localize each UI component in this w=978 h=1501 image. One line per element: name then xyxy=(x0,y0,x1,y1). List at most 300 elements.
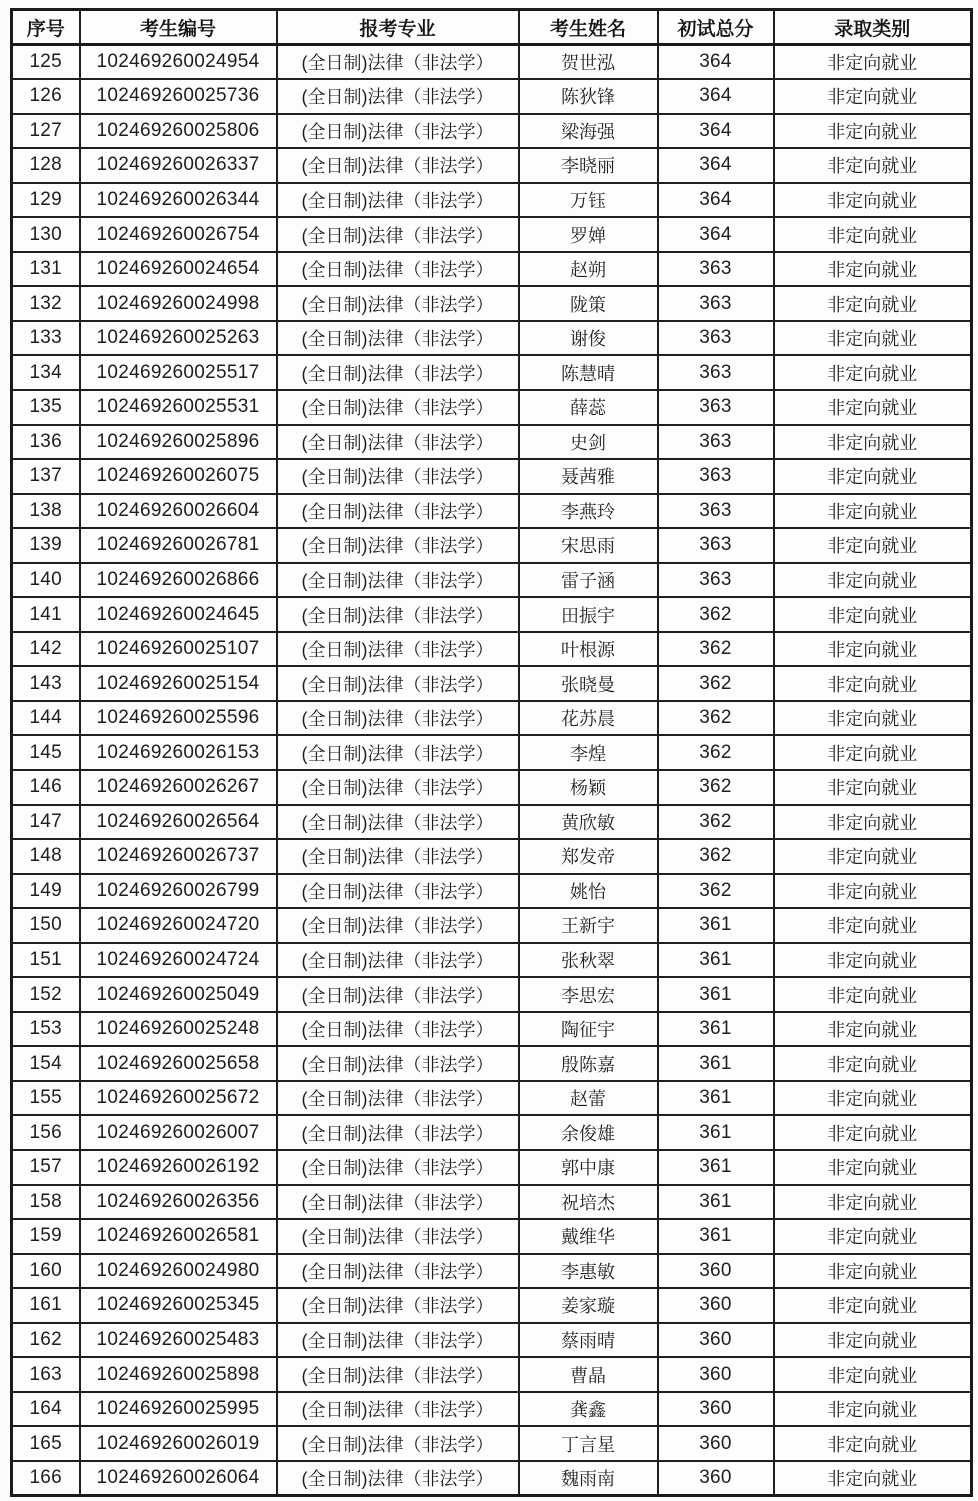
cell-seq: 128 xyxy=(12,148,80,183)
col-header-category: 录取类别 xyxy=(774,10,972,45)
col-header-score: 初试总分 xyxy=(658,10,774,45)
cell-major: (全日制)法律（非法学） xyxy=(277,1219,519,1254)
cell-major: (全日制)法律（非法学） xyxy=(277,908,519,943)
cell-major: (全日制)法律（非法学） xyxy=(277,286,519,321)
cell-seq: 166 xyxy=(12,1461,80,1496)
cell-score: 364 xyxy=(658,45,774,80)
cell-name: 郭中康 xyxy=(519,1150,658,1185)
cell-name: 杨颖 xyxy=(519,770,658,805)
cell-score: 361 xyxy=(658,1219,774,1254)
cell-score: 363 xyxy=(658,355,774,390)
cell-major: (全日制)法律（非法学） xyxy=(277,45,519,80)
cell-candidate-id: 102469260026007 xyxy=(80,1115,277,1150)
cell-seq: 154 xyxy=(12,1046,80,1081)
cell-category: 非定向就业 xyxy=(774,217,972,252)
cell-name: 梁海强 xyxy=(519,114,658,149)
cell-name: 李晓丽 xyxy=(519,148,658,183)
cell-major: (全日制)法律（非法学） xyxy=(277,252,519,287)
cell-major: (全日制)法律（非法学） xyxy=(277,1012,519,1047)
table-header xyxy=(12,10,972,45)
table-row xyxy=(12,563,972,598)
cell-score: 361 xyxy=(658,1150,774,1185)
cell-major: (全日制)法律（非法学） xyxy=(277,148,519,183)
cell-name: 魏雨南 xyxy=(519,1461,658,1496)
cell-score: 362 xyxy=(658,735,774,770)
cell-category: 非定向就业 xyxy=(774,425,972,460)
cell-major: (全日制)法律（非法学） xyxy=(277,770,519,805)
cell-name: 丁言星 xyxy=(519,1426,658,1461)
cell-name: 花苏晨 xyxy=(519,701,658,736)
table-row xyxy=(12,1426,972,1461)
cell-name: 陈狄锋 xyxy=(519,79,658,114)
cell-score: 361 xyxy=(658,1046,774,1081)
cell-seq: 136 xyxy=(12,425,80,460)
cell-score: 362 xyxy=(658,597,774,632)
cell-candidate-id: 102469260024720 xyxy=(80,908,277,943)
cell-seq: 126 xyxy=(12,79,80,114)
cell-seq: 145 xyxy=(12,735,80,770)
table-row xyxy=(12,908,972,943)
table-row xyxy=(12,839,972,874)
cell-seq: 161 xyxy=(12,1288,80,1323)
cell-category: 非定向就业 xyxy=(774,183,972,218)
cell-score: 364 xyxy=(658,217,774,252)
cell-seq: 151 xyxy=(12,943,80,978)
cell-name: 谢俊 xyxy=(519,321,658,356)
cell-seq: 140 xyxy=(12,563,80,598)
table-row xyxy=(12,1357,972,1392)
cell-major: (全日制)法律（非法学） xyxy=(277,183,519,218)
cell-category: 非定向就业 xyxy=(774,1081,972,1116)
cell-name: 祝培杰 xyxy=(519,1185,658,1220)
table-row xyxy=(12,355,972,390)
col-header-name: 考生姓名 xyxy=(519,10,658,45)
cell-candidate-id: 102469260025995 xyxy=(80,1392,277,1427)
cell-score: 361 xyxy=(658,977,774,1012)
cell-category: 非定向就业 xyxy=(774,632,972,667)
cell-name: 叶根源 xyxy=(519,632,658,667)
cell-name: 龚鑫 xyxy=(519,1392,658,1427)
cell-score: 362 xyxy=(658,632,774,667)
cell-candidate-id: 102469260024954 xyxy=(80,45,277,80)
cell-major: (全日制)法律（非法学） xyxy=(277,1046,519,1081)
cell-major: (全日制)法律（非法学） xyxy=(277,1323,519,1358)
cell-candidate-id: 102469260026267 xyxy=(80,770,277,805)
cell-seq: 160 xyxy=(12,1254,80,1289)
cell-candidate-id: 102469260026192 xyxy=(80,1150,277,1185)
col-header-seq: 序号 xyxy=(12,10,80,45)
cell-candidate-id: 102469260024645 xyxy=(80,597,277,632)
cell-seq: 147 xyxy=(12,805,80,840)
header-row xyxy=(12,10,972,45)
cell-name: 姚怡 xyxy=(519,874,658,909)
cell-score: 361 xyxy=(658,1185,774,1220)
table-row xyxy=(12,425,972,460)
cell-candidate-id: 102469260026737 xyxy=(80,839,277,874)
cell-name: 戴维华 xyxy=(519,1219,658,1254)
cell-seq: 133 xyxy=(12,321,80,356)
cell-candidate-id: 102469260025898 xyxy=(80,1357,277,1392)
cell-candidate-id: 102469260025896 xyxy=(80,425,277,460)
cell-name: 陈慧晴 xyxy=(519,355,658,390)
cell-name: 王新宇 xyxy=(519,908,658,943)
cell-category: 非定向就业 xyxy=(774,908,972,943)
cell-major: (全日制)法律（非法学） xyxy=(277,1392,519,1427)
cell-name: 薛蕊 xyxy=(519,390,658,425)
cell-score: 362 xyxy=(658,839,774,874)
cell-name: 李煌 xyxy=(519,735,658,770)
cell-name: 黄欣敏 xyxy=(519,805,658,840)
cell-major: (全日制)法律（非法学） xyxy=(277,1150,519,1185)
cell-candidate-id: 102469260026581 xyxy=(80,1219,277,1254)
cell-seq: 143 xyxy=(12,666,80,701)
cell-name: 陇策 xyxy=(519,286,658,321)
cell-major: (全日制)法律（非法学） xyxy=(277,114,519,149)
cell-category: 非定向就业 xyxy=(774,563,972,598)
cell-major: (全日制)法律（非法学） xyxy=(277,425,519,460)
cell-category: 非定向就业 xyxy=(774,977,972,1012)
cell-seq: 164 xyxy=(12,1392,80,1427)
col-header-major: 报考专业 xyxy=(277,10,519,45)
cell-category: 非定向就业 xyxy=(774,805,972,840)
cell-name: 雷子涵 xyxy=(519,563,658,598)
cell-score: 361 xyxy=(658,1115,774,1150)
cell-major: (全日制)法律（非法学） xyxy=(277,1461,519,1496)
cell-name: 田振宇 xyxy=(519,597,658,632)
cell-category: 非定向就业 xyxy=(774,1219,972,1254)
cell-name: 聂茜雅 xyxy=(519,459,658,494)
cell-score: 362 xyxy=(658,666,774,701)
cell-score: 360 xyxy=(658,1254,774,1289)
cell-category: 非定向就业 xyxy=(774,1426,972,1461)
cell-name: 宋思雨 xyxy=(519,528,658,563)
cell-category: 非定向就业 xyxy=(774,252,972,287)
cell-seq: 125 xyxy=(12,45,80,80)
cell-category: 非定向就业 xyxy=(774,943,972,978)
cell-score: 361 xyxy=(658,908,774,943)
cell-category: 非定向就业 xyxy=(774,494,972,529)
table-row xyxy=(12,45,972,80)
cell-score: 363 xyxy=(658,321,774,356)
cell-seq: 141 xyxy=(12,597,80,632)
cell-candidate-id: 102469260026153 xyxy=(80,735,277,770)
cell-candidate-id: 102469260025531 xyxy=(80,390,277,425)
cell-major: (全日制)法律（非法学） xyxy=(277,805,519,840)
cell-category: 非定向就业 xyxy=(774,1288,972,1323)
cell-major: (全日制)法律（非法学） xyxy=(277,79,519,114)
cell-category: 非定向就业 xyxy=(774,355,972,390)
cell-seq: 129 xyxy=(12,183,80,218)
table-row xyxy=(12,770,972,805)
cell-candidate-id: 102469260025736 xyxy=(80,79,277,114)
table-row xyxy=(12,528,972,563)
cell-category: 非定向就业 xyxy=(774,321,972,356)
cell-category: 非定向就业 xyxy=(774,286,972,321)
cell-major: (全日制)法律（非法学） xyxy=(277,597,519,632)
cell-score: 363 xyxy=(658,494,774,529)
cell-seq: 148 xyxy=(12,839,80,874)
cell-category: 非定向就业 xyxy=(774,1115,972,1150)
cell-category: 非定向就业 xyxy=(774,770,972,805)
cell-major: (全日制)法律（非法学） xyxy=(277,528,519,563)
cell-seq: 149 xyxy=(12,874,80,909)
cell-category: 非定向就业 xyxy=(774,45,972,80)
cell-major: (全日制)法律（非法学） xyxy=(277,1357,519,1392)
cell-candidate-id: 102469260025345 xyxy=(80,1288,277,1323)
cell-major: (全日制)法律（非法学） xyxy=(277,1185,519,1220)
cell-candidate-id: 102469260025248 xyxy=(80,1012,277,1047)
cell-score: 363 xyxy=(658,286,774,321)
table-row xyxy=(12,1012,972,1047)
cell-seq: 153 xyxy=(12,1012,80,1047)
cell-major: (全日制)法律（非法学） xyxy=(277,666,519,701)
table-row xyxy=(12,597,972,632)
table-row xyxy=(12,632,972,667)
table-row xyxy=(12,666,972,701)
cell-category: 非定向就业 xyxy=(774,1012,972,1047)
table-row xyxy=(12,148,972,183)
cell-category: 非定向就业 xyxy=(774,701,972,736)
cell-candidate-id: 102469260024654 xyxy=(80,252,277,287)
cell-candidate-id: 102469260026564 xyxy=(80,805,277,840)
cell-name: 赵蕾 xyxy=(519,1081,658,1116)
cell-candidate-id: 102469260025049 xyxy=(80,977,277,1012)
table-row xyxy=(12,390,972,425)
cell-major: (全日制)法律（非法学） xyxy=(277,1426,519,1461)
cell-seq: 137 xyxy=(12,459,80,494)
cell-major: (全日制)法律（非法学） xyxy=(277,632,519,667)
cell-name: 蔡雨晴 xyxy=(519,1323,658,1358)
cell-score: 364 xyxy=(658,183,774,218)
cell-name: 张秋翠 xyxy=(519,943,658,978)
cell-candidate-id: 102469260026604 xyxy=(80,494,277,529)
cell-seq: 165 xyxy=(12,1426,80,1461)
cell-seq: 152 xyxy=(12,977,80,1012)
cell-candidate-id: 102469260024980 xyxy=(80,1254,277,1289)
cell-candidate-id: 102469260026337 xyxy=(80,148,277,183)
cell-major: (全日制)法律（非法学） xyxy=(277,1254,519,1289)
table-row xyxy=(12,1150,972,1185)
cell-score: 360 xyxy=(658,1323,774,1358)
cell-score: 363 xyxy=(658,252,774,287)
cell-candidate-id: 102469260025596 xyxy=(80,701,277,736)
cell-candidate-id: 102469260026754 xyxy=(80,217,277,252)
cell-category: 非定向就业 xyxy=(774,597,972,632)
cell-name: 姜家璇 xyxy=(519,1288,658,1323)
cell-seq: 159 xyxy=(12,1219,80,1254)
table-row xyxy=(12,321,972,356)
cell-name: 殷陈嘉 xyxy=(519,1046,658,1081)
cell-category: 非定向就业 xyxy=(774,114,972,149)
table-row xyxy=(12,494,972,529)
cell-candidate-id: 102469260026356 xyxy=(80,1185,277,1220)
cell-name: 李惠敏 xyxy=(519,1254,658,1289)
cell-category: 非定向就业 xyxy=(774,148,972,183)
cell-major: (全日制)法律（非法学） xyxy=(277,839,519,874)
cell-category: 非定向就业 xyxy=(774,1046,972,1081)
cell-seq: 150 xyxy=(12,908,80,943)
table-row xyxy=(12,1115,972,1150)
cell-category: 非定向就业 xyxy=(774,1150,972,1185)
cell-major: (全日制)法律（非法学） xyxy=(277,977,519,1012)
table-row xyxy=(12,943,972,978)
cell-category: 非定向就业 xyxy=(774,1254,972,1289)
cell-candidate-id: 102469260025517 xyxy=(80,355,277,390)
cell-major: (全日制)法律（非法学） xyxy=(277,1288,519,1323)
table-row xyxy=(12,1081,972,1116)
cell-score: 361 xyxy=(658,1012,774,1047)
cell-name: 史剑 xyxy=(519,425,658,460)
table-row xyxy=(12,1219,972,1254)
cell-major: (全日制)法律（非法学） xyxy=(277,701,519,736)
cell-score: 363 xyxy=(658,390,774,425)
cell-seq: 156 xyxy=(12,1115,80,1150)
table-row xyxy=(12,735,972,770)
cell-score: 364 xyxy=(658,114,774,149)
col-header-candidate-id: 考生编号 xyxy=(80,10,277,45)
cell-score: 360 xyxy=(658,1426,774,1461)
cell-seq: 144 xyxy=(12,701,80,736)
cell-major: (全日制)法律（非法学） xyxy=(277,459,519,494)
cell-seq: 139 xyxy=(12,528,80,563)
cell-seq: 142 xyxy=(12,632,80,667)
cell-candidate-id: 102469260026344 xyxy=(80,183,277,218)
cell-seq: 146 xyxy=(12,770,80,805)
cell-seq: 131 xyxy=(12,252,80,287)
cell-score: 360 xyxy=(658,1357,774,1392)
cell-seq: 134 xyxy=(12,355,80,390)
cell-name: 李思宏 xyxy=(519,977,658,1012)
cell-category: 非定向就业 xyxy=(774,1185,972,1220)
cell-category: 非定向就业 xyxy=(774,1357,972,1392)
table-row xyxy=(12,183,972,218)
cell-seq: 132 xyxy=(12,286,80,321)
cell-score: 362 xyxy=(658,770,774,805)
cell-name: 罗婵 xyxy=(519,217,658,252)
cell-candidate-id: 102469260026019 xyxy=(80,1426,277,1461)
cell-major: (全日制)法律（非法学） xyxy=(277,943,519,978)
table-row xyxy=(12,1461,972,1496)
cell-name: 郑发帝 xyxy=(519,839,658,874)
cell-score: 362 xyxy=(658,874,774,909)
cell-score: 363 xyxy=(658,425,774,460)
table-row xyxy=(12,874,972,909)
cell-name: 贺世泓 xyxy=(519,45,658,80)
table-row xyxy=(12,459,972,494)
cell-category: 非定向就业 xyxy=(774,459,972,494)
cell-candidate-id: 102469260024724 xyxy=(80,943,277,978)
cell-major: (全日制)法律（非法学） xyxy=(277,355,519,390)
cell-category: 非定向就业 xyxy=(774,874,972,909)
cell-candidate-id: 102469260026064 xyxy=(80,1461,277,1496)
cell-category: 非定向就业 xyxy=(774,1461,972,1496)
cell-major: (全日制)法律（非法学） xyxy=(277,217,519,252)
table-row xyxy=(12,701,972,736)
cell-score: 364 xyxy=(658,79,774,114)
cell-seq: 157 xyxy=(12,1150,80,1185)
cell-seq: 158 xyxy=(12,1185,80,1220)
cell-score: 363 xyxy=(658,528,774,563)
cell-candidate-id: 102469260025483 xyxy=(80,1323,277,1358)
cell-seq: 127 xyxy=(12,114,80,149)
cell-seq: 130 xyxy=(12,217,80,252)
table-row xyxy=(12,1323,972,1358)
cell-score: 360 xyxy=(658,1392,774,1427)
cell-candidate-id: 102469260026866 xyxy=(80,563,277,598)
cell-major: (全日制)法律（非法学） xyxy=(277,390,519,425)
cell-category: 非定向就业 xyxy=(774,390,972,425)
cell-name: 曹晶 xyxy=(519,1357,658,1392)
table-row xyxy=(12,114,972,149)
table-row xyxy=(12,805,972,840)
cell-major: (全日制)法律（非法学） xyxy=(277,563,519,598)
cell-score: 361 xyxy=(658,1081,774,1116)
cell-name: 张晓曼 xyxy=(519,666,658,701)
admission-table xyxy=(10,8,973,1497)
cell-candidate-id: 102469260025154 xyxy=(80,666,277,701)
table-row xyxy=(12,1288,972,1323)
cell-major: (全日制)法律（非法学） xyxy=(277,1081,519,1116)
cell-category: 非定向就业 xyxy=(774,735,972,770)
cell-name: 赵朔 xyxy=(519,252,658,287)
cell-score: 362 xyxy=(658,701,774,736)
cell-candidate-id: 102469260025263 xyxy=(80,321,277,356)
cell-category: 非定向就业 xyxy=(774,1392,972,1427)
cell-category: 非定向就业 xyxy=(774,79,972,114)
cell-candidate-id: 102469260025806 xyxy=(80,114,277,149)
table-row xyxy=(12,79,972,114)
cell-category: 非定向就业 xyxy=(774,528,972,563)
cell-seq: 135 xyxy=(12,390,80,425)
table-row xyxy=(12,1392,972,1427)
cell-category: 非定向就业 xyxy=(774,666,972,701)
cell-seq: 162 xyxy=(12,1323,80,1358)
cell-score: 364 xyxy=(658,148,774,183)
cell-score: 362 xyxy=(658,805,774,840)
table-row xyxy=(12,217,972,252)
cell-category: 非定向就业 xyxy=(774,839,972,874)
cell-seq: 163 xyxy=(12,1357,80,1392)
cell-candidate-id: 102469260025658 xyxy=(80,1046,277,1081)
cell-score: 363 xyxy=(658,563,774,598)
cell-name: 万钰 xyxy=(519,183,658,218)
table-row xyxy=(12,252,972,287)
cell-major: (全日制)法律（非法学） xyxy=(277,1115,519,1150)
cell-major: (全日制)法律（非法学） xyxy=(277,321,519,356)
table-row xyxy=(12,977,972,1012)
table-row xyxy=(12,1046,972,1081)
cell-category: 非定向就业 xyxy=(774,1323,972,1358)
cell-score: 360 xyxy=(658,1461,774,1496)
cell-score: 363 xyxy=(658,459,774,494)
cell-candidate-id: 102469260026799 xyxy=(80,874,277,909)
cell-candidate-id: 102469260024998 xyxy=(80,286,277,321)
cell-candidate-id: 102469260025107 xyxy=(80,632,277,667)
cell-name: 余俊雄 xyxy=(519,1115,658,1150)
cell-major: (全日制)法律（非法学） xyxy=(277,494,519,529)
cell-major: (全日制)法律（非法学） xyxy=(277,874,519,909)
cell-candidate-id: 102469260025672 xyxy=(80,1081,277,1116)
cell-seq: 155 xyxy=(12,1081,80,1116)
cell-name: 陶征宇 xyxy=(519,1012,658,1047)
table-row xyxy=(12,1185,972,1220)
table-row xyxy=(12,1254,972,1289)
table-row xyxy=(12,286,972,321)
cell-candidate-id: 102469260026781 xyxy=(80,528,277,563)
cell-name: 李燕玲 xyxy=(519,494,658,529)
cell-score: 360 xyxy=(658,1288,774,1323)
cell-score: 361 xyxy=(658,943,774,978)
